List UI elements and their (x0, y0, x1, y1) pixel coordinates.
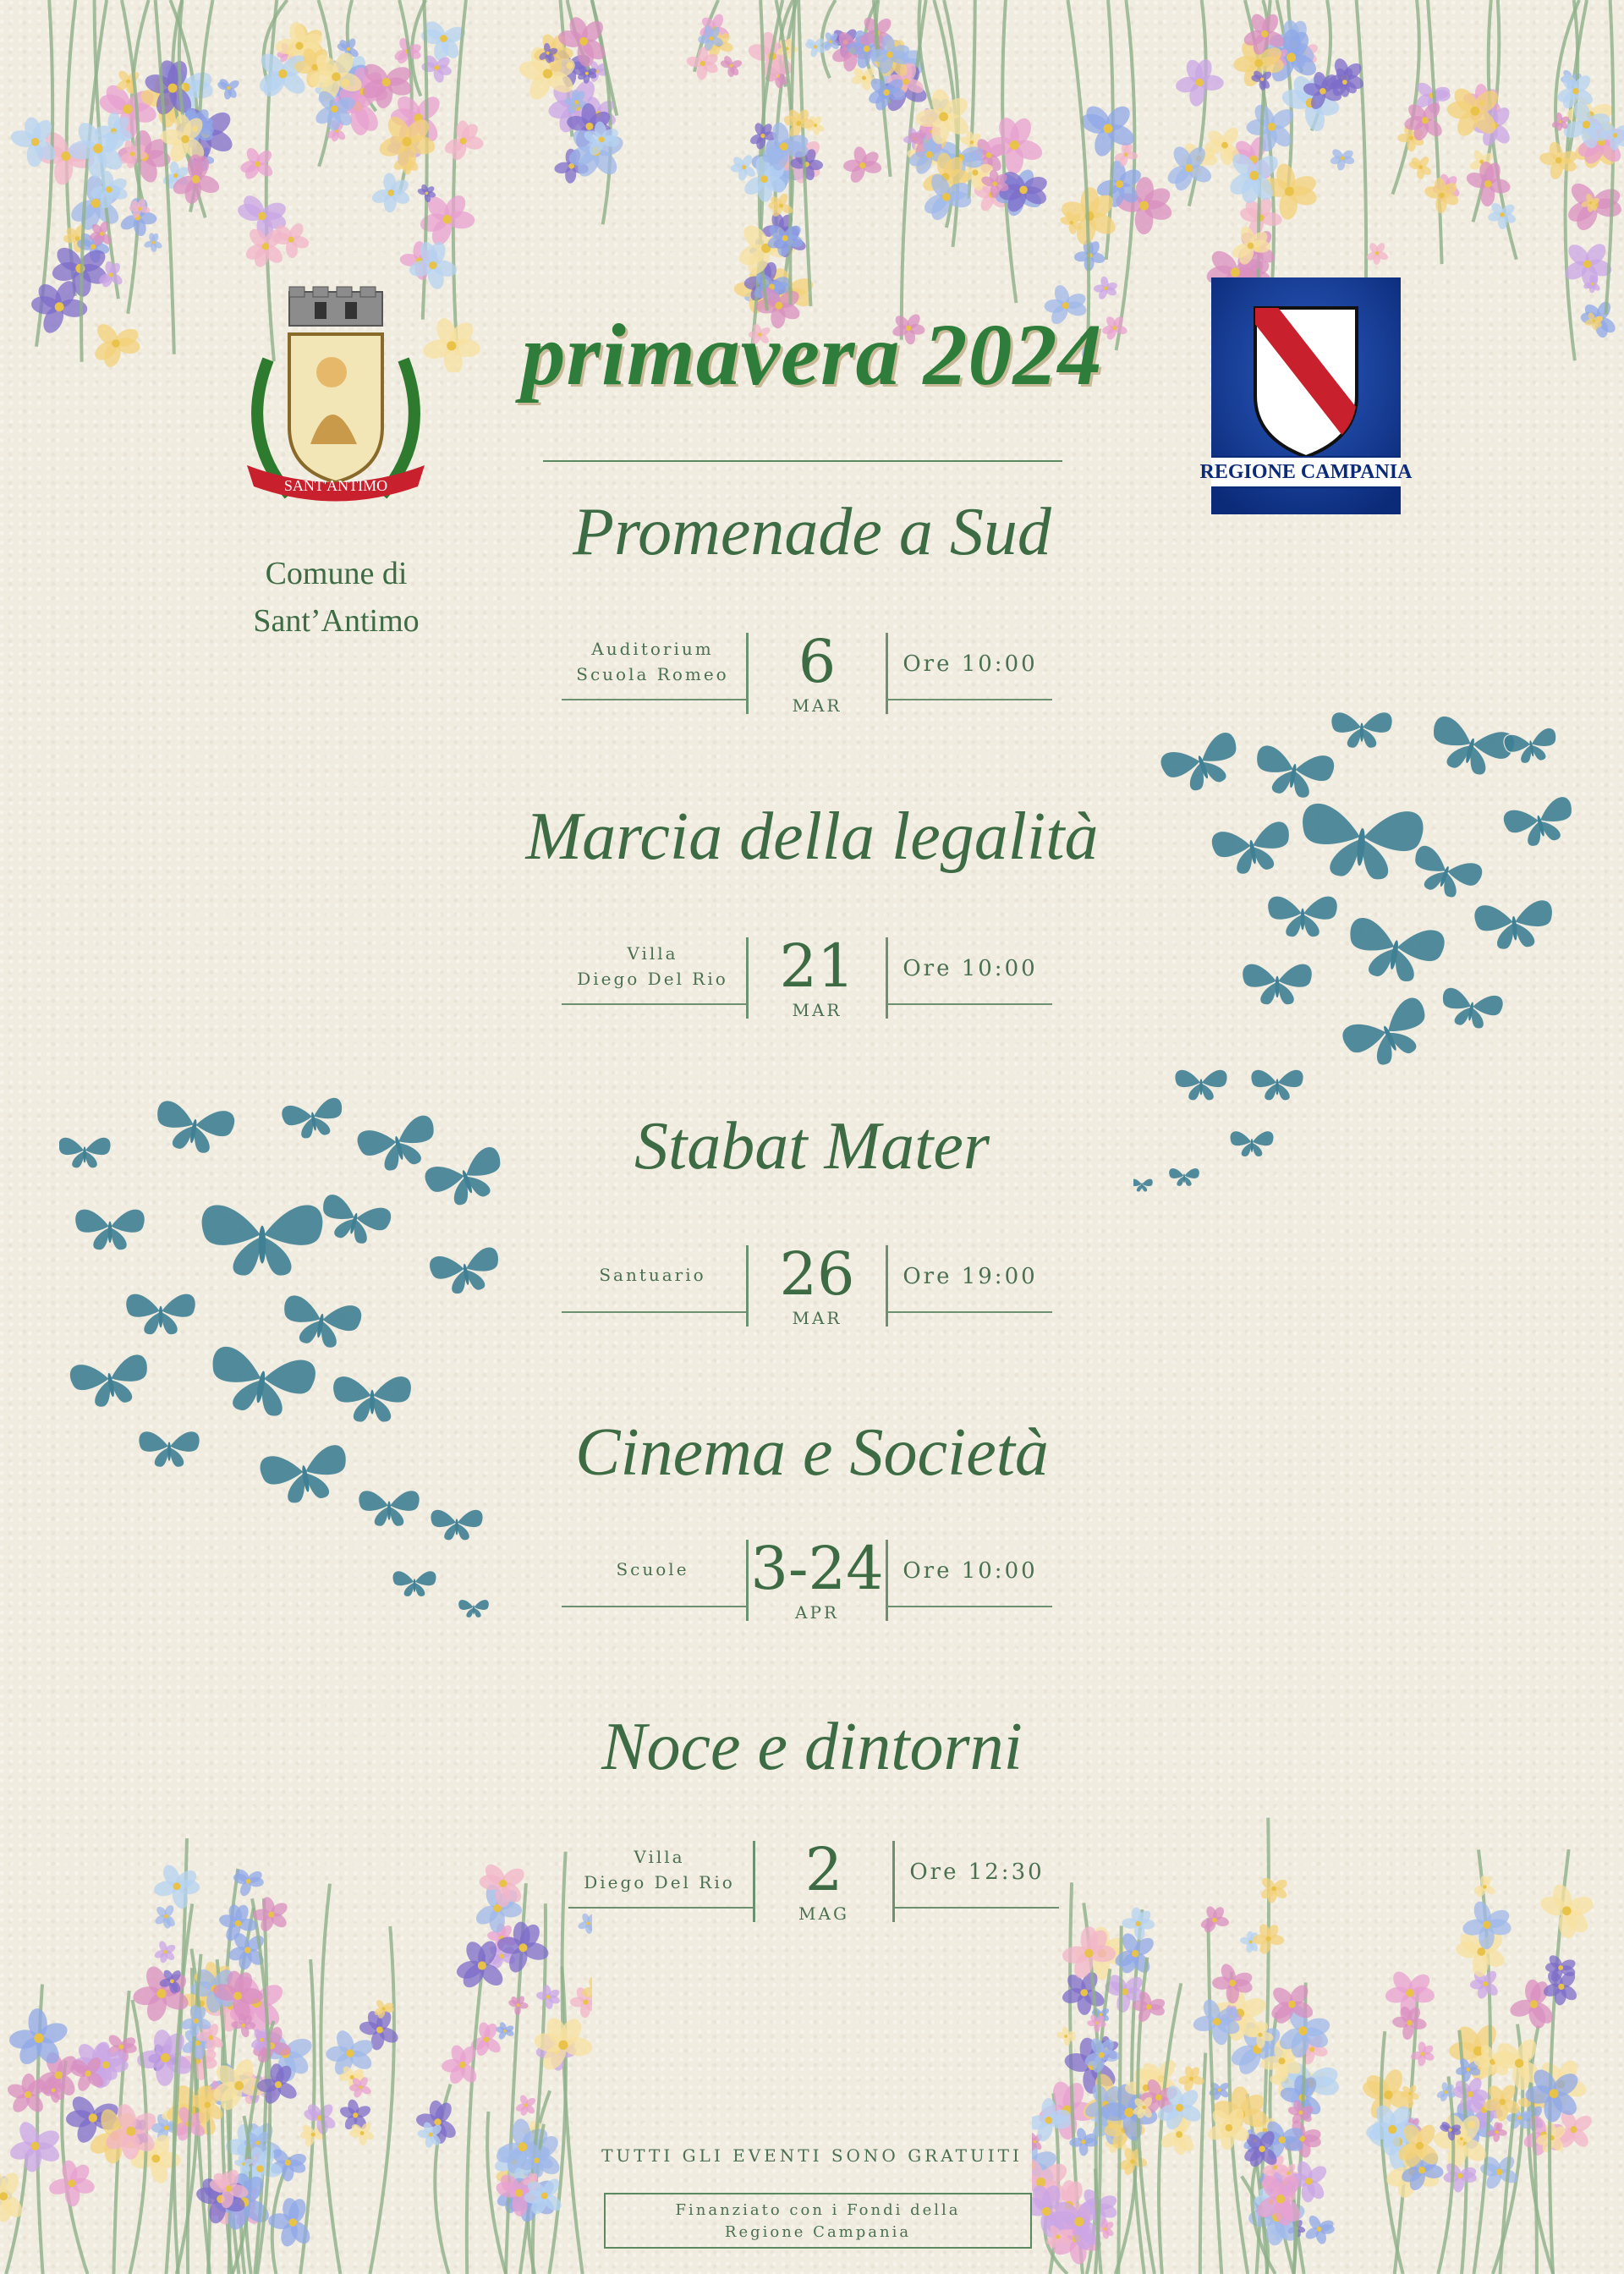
flower-stem (549, 1966, 566, 2274)
butterfly-icon (1267, 896, 1337, 937)
time-underline (895, 1907, 1059, 1909)
flower-blossom (479, 1861, 528, 1908)
event-place-line2: Scuola Romeo (576, 664, 729, 684)
flower-blossom (535, 1984, 561, 2009)
place-underline (568, 1907, 753, 1909)
butterfly-icon (1242, 964, 1312, 1005)
event-day: 21 (779, 931, 855, 1001)
event-month: MAR (792, 1000, 842, 1020)
event-day: 6 (798, 627, 837, 696)
flower-stem (370, 1926, 394, 2274)
flower-stem (1357, 0, 1366, 290)
flower-blossom (217, 77, 241, 100)
event-details-row (562, 931, 1052, 1030)
flower-stem (321, 1884, 340, 2274)
butterfly-icon (1438, 986, 1505, 1032)
flower-blossom (152, 1862, 200, 1910)
flower-blossom (1365, 241, 1390, 265)
butterfly-icon (1157, 729, 1248, 800)
flower-blossom (153, 1940, 177, 1964)
flower-blossom (232, 1867, 264, 1898)
flower-blossom (515, 2094, 537, 2117)
butterfly-icon (277, 1293, 364, 1353)
flower-blossom (720, 54, 743, 77)
flower-blossom (1177, 2065, 1204, 2093)
flower-blossom (239, 146, 276, 181)
butterfly-icon (392, 1571, 436, 1597)
bottom-right-floral-decoration (1032, 1785, 1624, 2274)
event-time: Ore 10:00 (903, 1558, 1038, 1584)
flower-blossom (47, 2159, 96, 2207)
funding-box (604, 2193, 1032, 2249)
event-month: MAG (798, 1903, 849, 1924)
event-place (568, 1844, 750, 1895)
butterfly-icon (68, 1352, 154, 1412)
event-details-row (562, 1239, 1052, 1338)
event-time: Ore 10:00 (903, 651, 1038, 677)
event-title: Promenade a Sud (573, 495, 1051, 569)
butterfly-icon (1503, 727, 1561, 766)
funding-line2: Regione Campania (724, 2223, 912, 2241)
butterfly-icon (1175, 1069, 1227, 1101)
butterfly-icon (204, 1343, 319, 1423)
funding-line1: Finanziato con i Fondi della (675, 2201, 961, 2219)
time-underline (888, 1606, 1052, 1607)
flower-blossom (1392, 2005, 1428, 2041)
event-place-line1: Scuole (616, 1559, 689, 1579)
time-underline (888, 699, 1052, 700)
butterfly-icon (200, 1204, 323, 1277)
butterfly-icon (458, 1600, 489, 1618)
butterfly-icon (1424, 713, 1517, 783)
flower-blossom (442, 120, 485, 162)
flower-blossom (1303, 2213, 1335, 2244)
flower-stem (467, 1954, 484, 2274)
flower-blossom (153, 1903, 177, 1929)
event-place (562, 636, 743, 687)
flower-blossom (843, 146, 882, 185)
butterfly-icon (1338, 993, 1440, 1078)
butterfly-icon (74, 1209, 145, 1250)
place-underline (562, 1606, 746, 1607)
butterfly-icon (125, 1294, 195, 1335)
event-day: 3-24 (750, 1534, 884, 1603)
flower-blossom (1056, 2026, 1076, 2046)
event-place-line2: Diego Del Rio (577, 969, 728, 989)
event-day: 26 (779, 1239, 855, 1309)
event-place-line1: Villa (634, 1847, 685, 1867)
event-time: Ore 12:30 (909, 1859, 1045, 1885)
flower-blossom (1539, 140, 1578, 181)
bottom-left-floral-decoration (0, 1802, 592, 2274)
event-title: Stabat Mater (634, 1109, 990, 1184)
regione-label: REGIONE CAMPANIA (1199, 461, 1413, 483)
time-underline (888, 1003, 1052, 1005)
flower-blossom (1199, 1904, 1230, 1934)
title-divider (543, 460, 1062, 462)
butterfly-icon (1342, 915, 1447, 987)
place-underline (562, 1311, 746, 1313)
event-time: Ore 19:00 (903, 1264, 1038, 1289)
place-underline (562, 699, 746, 700)
event-place (562, 1557, 743, 1582)
event-day: 2 (804, 1835, 843, 1904)
event-place-line1: Villa (627, 943, 678, 964)
event-month: MAR (792, 695, 842, 716)
event-place (562, 1262, 743, 1288)
flower-blossom (370, 173, 412, 213)
event-title: Noce e dintorni (601, 1710, 1023, 1784)
butterfly-icon (431, 1509, 483, 1541)
event-place-line2: Diego Del Rio (584, 1872, 735, 1892)
flower-blossom (143, 233, 163, 253)
event-place-line1: Santuario (599, 1265, 706, 1285)
butterfly-icon (315, 1192, 394, 1250)
flower-blossom (730, 153, 757, 181)
butterfly-icon (1331, 712, 1393, 749)
flower-blossom (1175, 58, 1225, 108)
event-month: APR (795, 1602, 839, 1623)
flower-blossom (1538, 1882, 1595, 1939)
regione-campania-logo (1199, 277, 1413, 514)
event-title: Marcia della legalità (525, 799, 1099, 874)
event-month: MAR (792, 1308, 842, 1328)
event-place-line1: Auditorium (591, 639, 714, 659)
event-place (562, 941, 743, 991)
event-details-row (562, 627, 1052, 726)
crest-ribbon-text: SANT'ANTIMO (283, 477, 388, 494)
flower-blossom (495, 2021, 514, 2041)
flower-blossom (1259, 1876, 1289, 1903)
butterfly-icon (359, 1491, 420, 1527)
time-underline (888, 1311, 1052, 1313)
comune-line1: Comune di (265, 556, 408, 591)
event-details-row (568, 1835, 1059, 1934)
butterfly-icon (1251, 1069, 1303, 1101)
event-details-row (562, 1534, 1052, 1633)
page-title: primavera 2024 (521, 306, 1103, 404)
event-time: Ore 10:00 (903, 956, 1038, 981)
butterfly-icon (1473, 898, 1555, 952)
flower-blossom (1094, 276, 1118, 300)
flower-blossom (1408, 155, 1433, 179)
free-events-note: TUTTI GLI EVENTI SONO GRATUITI (601, 2145, 1023, 2166)
butterfly-icon (427, 1245, 503, 1299)
place-underline (562, 1003, 746, 1005)
comune-line2: Sant’Antimo (253, 603, 420, 639)
event-title: Cinema e Società (575, 1415, 1049, 1490)
flower-blossom (1330, 147, 1356, 171)
butterfly-icon (1250, 743, 1336, 803)
flower-blossom (1212, 1962, 1254, 2004)
